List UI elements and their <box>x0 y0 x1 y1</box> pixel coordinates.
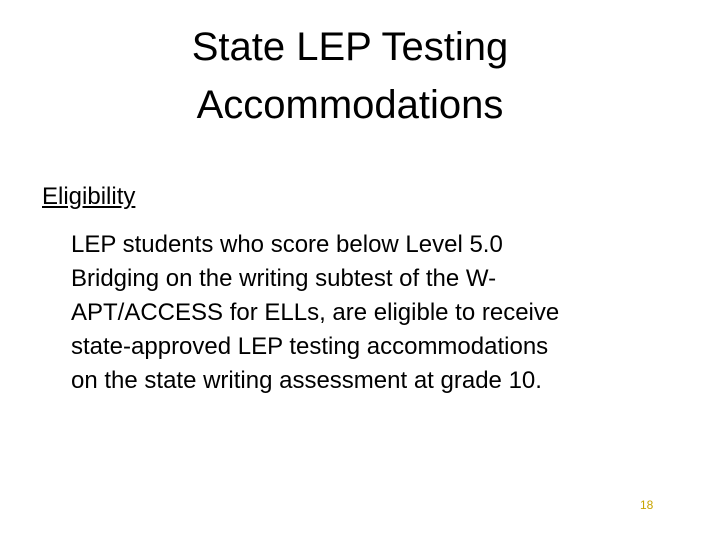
body-text <box>71 228 711 398</box>
body-line-5: on the state writing assessment at grade 10. <box>71 367 542 394</box>
body-line-2: Bridging on the writing subtest of the W- <box>71 265 497 292</box>
page-number: 18 <box>640 498 654 512</box>
section-heading: Eligibility <box>42 183 136 210</box>
body-line-1: LEP students who score below Level 5.0 <box>71 231 503 258</box>
title-line-2: Accommodations <box>196 83 504 127</box>
body-line-4: state-approved LEP testing accommodations <box>71 333 549 360</box>
body-line-3: APT/ACCESS for ELLs, are eligible to receive <box>71 299 560 326</box>
slide-title <box>120 18 580 134</box>
title-line-1: State LEP Testing <box>191 25 509 69</box>
